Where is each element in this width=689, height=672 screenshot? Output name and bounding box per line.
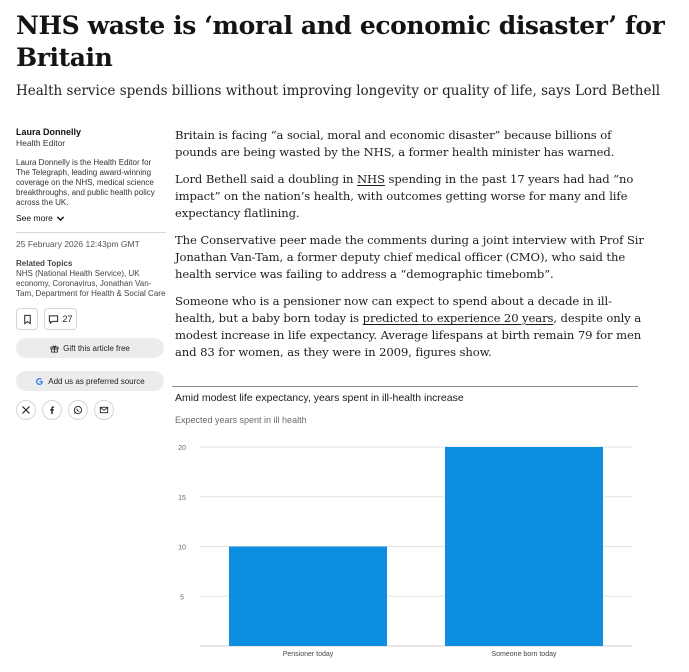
comment-icon (48, 314, 59, 325)
y-tick-label: 15 (178, 494, 186, 502)
chart-title: Amid modest life expectancy, years spent in ill-health increase (175, 392, 464, 404)
email-icon (99, 405, 109, 415)
y-tick-label: 20 (178, 445, 186, 452)
article-actions (16, 308, 166, 330)
publish-date: 25 February 2026 12:43pm GMT (16, 239, 140, 249)
bar (445, 447, 603, 646)
share-facebook-button[interactable] (42, 400, 62, 420)
article-paragraph-1: Britain is facing “a social, moral and economic disaster” because billions of pounds are being wasted by the NHS, a former health minister has warned. (175, 128, 615, 159)
article-headline: NHS waste is ‘moral and economic disaster’ for Britain (16, 11, 665, 72)
bar (229, 547, 387, 647)
article-paragraph-2 (175, 171, 645, 222)
bar-chart (172, 386, 638, 672)
nhs-topic-link[interactable]: NHS (357, 172, 385, 186)
preferred-source-button[interactable] (16, 371, 164, 391)
article-body (175, 127, 645, 371)
y-tick-label: 10 (178, 544, 186, 552)
author-role: Health Editor (16, 138, 66, 148)
related-topics-list[interactable]: NHS (National Health Service), UK economy, Coronavirus, Jonathan Van-Tam, Department for Health & Social Care (16, 269, 166, 298)
share-email-button[interactable] (94, 400, 114, 420)
article-standfirst: Health service spends billions without improving longevity or quality of life, says Lord Bethell (16, 83, 661, 99)
article-sidebar (16, 127, 166, 420)
chart-subtitle: Expected years spent in ill health (175, 415, 307, 425)
paragraph-text: , despite only a modest increase in life expectancy. Average lifespans at birth remain 79 for men and 83 for women, as they were in 2009, figures show. (175, 311, 642, 359)
chart-plot (172, 387, 638, 672)
google-icon (35, 377, 44, 386)
prediction-source-link[interactable]: predicted to experience 20 years (362, 311, 554, 325)
share-buttons (16, 400, 166, 420)
x-icon (21, 405, 31, 415)
comment-count: 27 (62, 314, 73, 324)
author-name[interactable]: Laura Donnelly (16, 127, 82, 137)
bookmark-icon (22, 314, 33, 325)
share-whatsapp-button[interactable] (68, 400, 88, 420)
preferred-source-label: Add us as preferred source (48, 376, 145, 386)
paragraph-text: Someone who is a pensioner now can expect to spend about a decade in ill-health, but a baby born today is (175, 294, 612, 325)
article-paragraph-3: The Conservative peer made the comments during a joint interview with Prof Sir Jonathan Van-Tam, a former deputy chief medical officer (CMO), who said the health service was failing to address a “demographic timebomb”. (175, 233, 644, 281)
see-more-label: See more (16, 213, 53, 223)
chevron-down-icon (56, 214, 65, 223)
bookmark-button[interactable] (16, 308, 38, 330)
x-tick-label: Pensioner today (282, 651, 334, 658)
see-more-button[interactable] (16, 213, 65, 223)
gift-icon (50, 344, 59, 353)
related-topics-label: Related Topics (16, 259, 73, 268)
author-bio: Laura Donnelly is the Health Editor for The Telegraph, leading award-winning coverage on the NHS, medical science breakthroughs, and public health policy across the UK. (16, 158, 155, 207)
comments-button[interactable] (44, 308, 77, 330)
article-paragraph-4 (175, 293, 645, 361)
share-x-button[interactable] (16, 400, 36, 420)
sidebar-divider (16, 232, 166, 233)
gift-article-button[interactable] (16, 338, 164, 358)
paragraph-text: Lord Bethell said a doubling in (175, 172, 358, 186)
paragraph-text: spending in the past 17 years had had “no impact” on the nation’s health, with outcomes getting worse for many and life expectancy flatlining. (175, 172, 634, 220)
gift-article-label: Gift this article free (63, 343, 130, 353)
whatsapp-icon (73, 405, 83, 415)
facebook-icon (47, 405, 57, 415)
y-tick-label: 5 (180, 594, 184, 602)
x-tick-label: Someone born today (491, 651, 557, 658)
